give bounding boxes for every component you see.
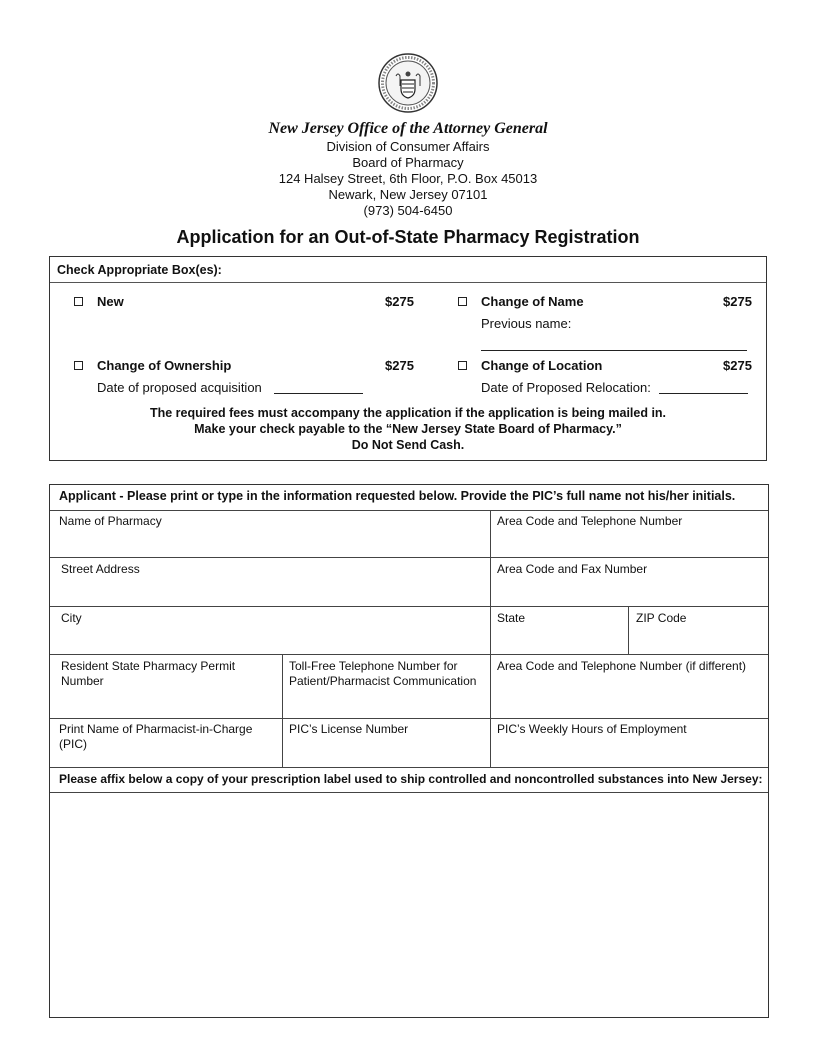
- checkbox-change-of-ownership[interactable]: [74, 361, 83, 370]
- option-change-of-ownership-fee: $275: [385, 358, 414, 373]
- no-cash-note: Do Not Send Cash.: [351, 438, 465, 452]
- division-name: Division of Consumer Affairs: [326, 139, 490, 154]
- organization-name: New Jersey Office of the Attorney General: [268, 120, 548, 137]
- nj-state-seal-icon: [377, 52, 439, 114]
- permit-number-label: Resident State Pharmacy Permit Number: [61, 659, 236, 688]
- permit-number-field[interactable]: [61, 659, 279, 715]
- option-new-label: New: [97, 294, 124, 309]
- option-change-of-location-fee: $275: [723, 358, 752, 373]
- state-label: State: [497, 611, 526, 625]
- pic-license-label: PIC’s License Number: [289, 722, 409, 736]
- check-section-heading: Check Appropriate Box(es):: [50, 257, 766, 283]
- pic-hours-label: PIC’s Weekly Hours of Employment: [497, 722, 687, 736]
- check-boxes-section: [49, 256, 767, 461]
- board-name: Board of Pharmacy: [352, 155, 464, 170]
- prescription-label-area[interactable]: [50, 793, 768, 1017]
- option-change-of-location-label: Change of Location: [481, 358, 603, 373]
- pharmacy-name-label: Name of Pharmacy: [59, 514, 162, 528]
- telephone-label: Area Code and Telephone Number: [497, 514, 683, 528]
- pic-hours-field[interactable]: [497, 722, 762, 764]
- city-label: City: [61, 611, 82, 625]
- checkbox-change-of-location[interactable]: [458, 361, 467, 370]
- phone-number: (973) 504-6450: [363, 203, 453, 218]
- street-address-field[interactable]: [61, 562, 486, 604]
- city-field[interactable]: [61, 611, 486, 653]
- page-title: Application for an Out-of-State Pharmacy Registration: [176, 227, 640, 247]
- option-change-of-name-fee: $275: [723, 294, 752, 309]
- checkbox-change-of-name[interactable]: [458, 297, 467, 306]
- street-address: 124 Halsey Street, 6th Floor, P.O. Box 45013: [278, 171, 538, 186]
- label-instruction: Please affix below a copy of your prescription label used to ship controlled and noncontrolled substances into New Jersey:: [59, 772, 763, 786]
- toll-free-field[interactable]: [289, 659, 485, 715]
- zip-label: ZIP Code: [636, 611, 687, 625]
- street-address-label: Street Address: [61, 562, 140, 576]
- state-field[interactable]: [497, 611, 625, 653]
- previous-name-field[interactable]: [481, 350, 747, 351]
- acquisition-date-field[interactable]: [274, 393, 363, 394]
- relocation-date-field[interactable]: [659, 393, 748, 394]
- toll-free-label: Toll-Free Telephone Number for Patient/Pharmacist Communication: [289, 659, 477, 688]
- city-state-zip: Newark, New Jersey 07101: [328, 187, 488, 202]
- check-payable-note: Make your check payable to the “New Jersey State Board of Pharmacy.”: [194, 422, 622, 436]
- alt-telephone-label: Area Code and Telephone Number (if different): [497, 659, 747, 673]
- previous-name-label: Previous name:: [481, 316, 572, 331]
- checkbox-new[interactable]: [74, 297, 83, 306]
- applicant-section: [49, 484, 769, 1018]
- fax-label: Area Code and Fax Number: [497, 562, 648, 576]
- pic-name-field[interactable]: [59, 722, 281, 764]
- option-change-of-name-label: Change of Name: [481, 294, 584, 309]
- relocation-date-label: Date of Proposed Relocation:: [481, 380, 651, 395]
- pharmacy-name-field[interactable]: [59, 514, 484, 556]
- zip-field[interactable]: [636, 611, 764, 653]
- pic-name-label: Print Name of Pharmacist-in-Charge (PIC): [59, 722, 253, 751]
- telephone-field[interactable]: [497, 514, 762, 556]
- alt-telephone-field[interactable]: [497, 659, 762, 715]
- applicant-section-heading: Applicant - Please print or type in the information requested below. Provide the PIC’s full name not his/her initials.: [59, 489, 736, 503]
- fee-note: The required fees must accompany the application if the application is being mailed in.: [149, 406, 667, 420]
- option-new-fee: $275: [385, 294, 414, 309]
- option-change-of-ownership-label: Change of Ownership: [97, 358, 232, 373]
- fax-field[interactable]: [497, 562, 762, 604]
- acquisition-date-label: Date of proposed acquisition: [97, 380, 262, 395]
- pic-license-field[interactable]: [289, 722, 485, 764]
